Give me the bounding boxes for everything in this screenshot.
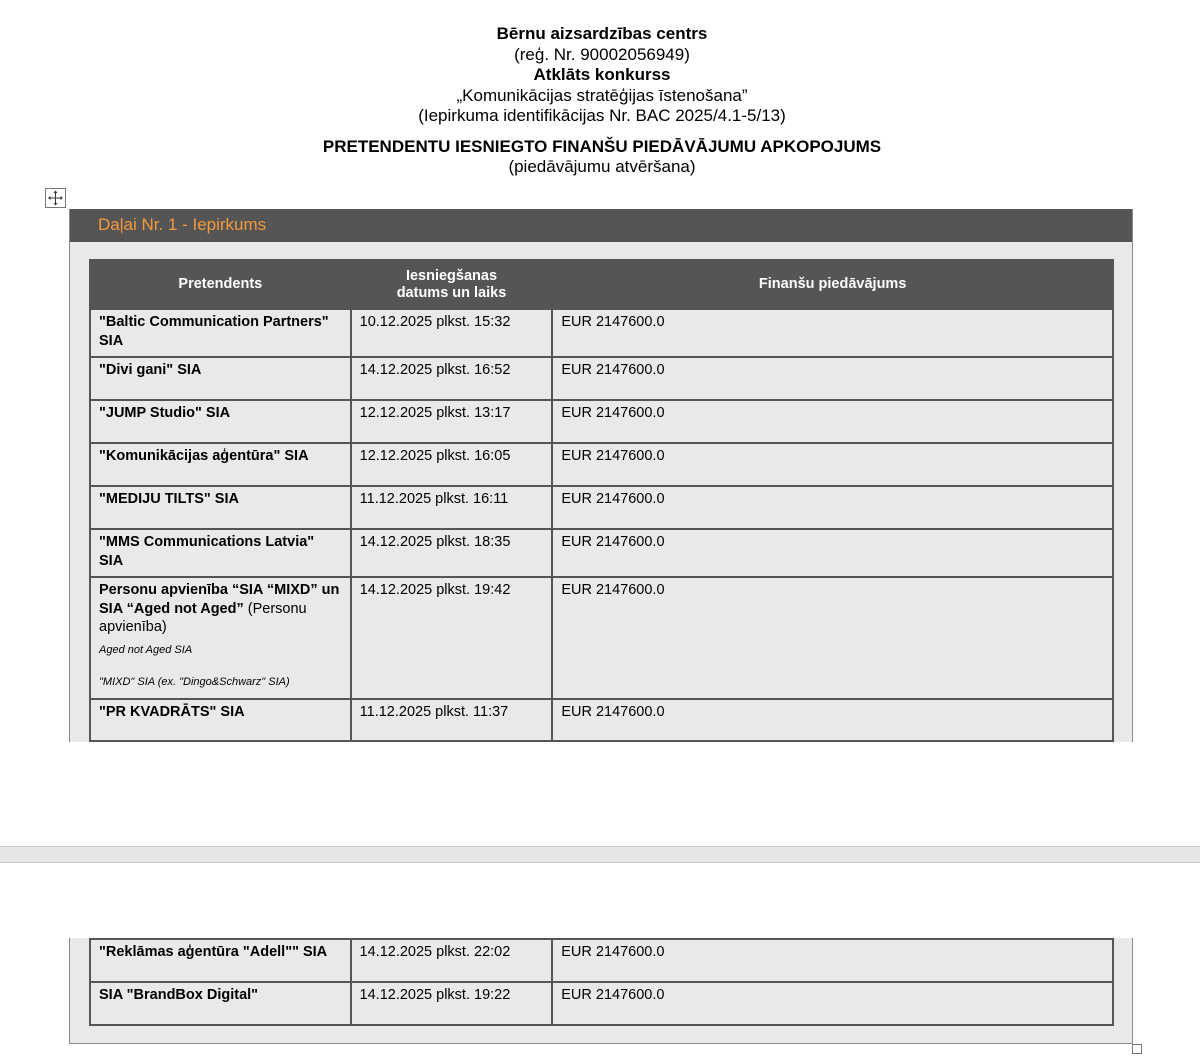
consortium-name: Personu apvienība “SIA “MIXD” un SIA “Aged not Aged”	[99, 582, 340, 617]
consortium-member: Aged not Aged SIA	[99, 643, 193, 656]
page-break-gap	[0, 846, 1200, 863]
procedure-type: Atklāts konkurss	[533, 65, 671, 84]
bidder-name: "Divi gani" SIA	[90, 357, 351, 400]
bidder-name: "JUMP Studio" SIA	[90, 400, 351, 443]
financial-offer: EUR 2147600.0	[552, 400, 1113, 443]
summary-subtitle: (piedāvājumu atvēršana)	[508, 157, 696, 176]
col-header-bidder: Pretendents	[90, 260, 351, 309]
financial-offer: EUR 2147600.0	[552, 529, 1113, 577]
table-row	[90, 486, 1113, 529]
submission-datetime: 14.12.2025 plkst. 22:02	[351, 939, 553, 982]
bidder-name: "Reklāmas aģentūra "Adell"" SIA	[90, 939, 351, 982]
consortium-note: (Personu apvienība)	[99, 600, 307, 635]
table-header-row	[90, 260, 1113, 309]
table-row	[90, 699, 1113, 741]
offers-table	[89, 259, 1114, 742]
financial-offer: EUR 2147600.0	[552, 699, 1113, 741]
submission-datetime: 11.12.2025 plkst. 16:11	[351, 486, 553, 529]
section-frame-page-2	[69, 938, 1133, 1044]
table-resize-handle-icon[interactable]	[1132, 1044, 1142, 1054]
financial-offer: EUR 2147600.0	[552, 939, 1113, 982]
submission-datetime: 12.12.2025 plkst. 16:05	[351, 443, 553, 486]
financial-offer: EUR 2147600.0	[552, 577, 1113, 699]
table-move-handle-icon[interactable]	[45, 188, 66, 208]
col-header-datetime-line1: Iesniegšanas	[405, 267, 498, 284]
offers-table-continued	[89, 938, 1114, 1026]
col-header-offer: Finanšu piedāvājums	[552, 260, 1113, 309]
procurement-subject: „Komunikācijas stratēģijas īstenošana”	[456, 85, 748, 105]
bidder-name: "PR KVADRĀTS" SIA	[90, 699, 351, 741]
financial-offer: EUR 2147600.0	[552, 982, 1113, 1025]
bidder-name: "Komunikācijas aģentūra" SIA	[90, 443, 351, 486]
table-row	[90, 357, 1113, 400]
bidder-name: "Baltic Communication Partners" SIA	[90, 309, 351, 357]
table-row	[90, 309, 1113, 357]
section-frame-page-1	[69, 209, 1133, 742]
table-row	[90, 443, 1113, 486]
col-header-datetime	[351, 260, 553, 309]
submission-datetime: 14.12.2025 plkst. 16:52	[351, 357, 553, 400]
financial-offer: EUR 2147600.0	[552, 486, 1113, 529]
table-row	[90, 529, 1113, 577]
bidder-name: "MEDIJU TILTS" SIA	[90, 486, 351, 529]
financial-offer: EUR 2147600.0	[552, 357, 1113, 400]
document-header	[0, 24, 1200, 178]
reg-number: (reģ. Nr. 90002056949)	[514, 44, 690, 64]
submission-datetime: 12.12.2025 plkst. 13:17	[351, 400, 553, 443]
table-row	[90, 577, 1113, 699]
procurement-id: (Iepirkuma identifikācijas Nr. BAC 2025/4.1-5/13)	[418, 106, 786, 125]
section-title: Daļai Nr. 1 - Iepirkums	[70, 209, 1132, 242]
table-row	[90, 400, 1113, 443]
org-name: Bērnu aizsardzības centrs	[496, 24, 708, 43]
submission-datetime: 11.12.2025 plkst. 11:37	[351, 699, 553, 741]
submission-datetime: 10.12.2025 plkst. 15:32	[351, 309, 553, 357]
submission-datetime: 14.12.2025 plkst. 18:35	[351, 529, 553, 577]
bidder-name: "MMS Communications Latvia" SIA	[90, 529, 351, 577]
consortium-member: "MIXD" SIA (ex. "Dingo&Schwarz" SIA)	[99, 675, 290, 688]
table-row	[90, 982, 1113, 1025]
bidder-name: SIA "BrandBox Digital"	[90, 982, 351, 1025]
col-header-datetime-line2: datums un laiks	[396, 284, 507, 301]
table-row	[90, 939, 1113, 982]
submission-datetime: 14.12.2025 plkst. 19:42	[351, 577, 553, 699]
financial-offer: EUR 2147600.0	[552, 443, 1113, 486]
submission-datetime: 14.12.2025 plkst. 19:22	[351, 982, 553, 1025]
summary-title: PRETENDENTU IESNIEGTO FINANŠU PIEDĀVĀJUMU APKOPOJUMS	[322, 136, 882, 156]
financial-offer: EUR 2147600.0	[552, 309, 1113, 357]
bidder-name-consortium	[90, 577, 351, 699]
